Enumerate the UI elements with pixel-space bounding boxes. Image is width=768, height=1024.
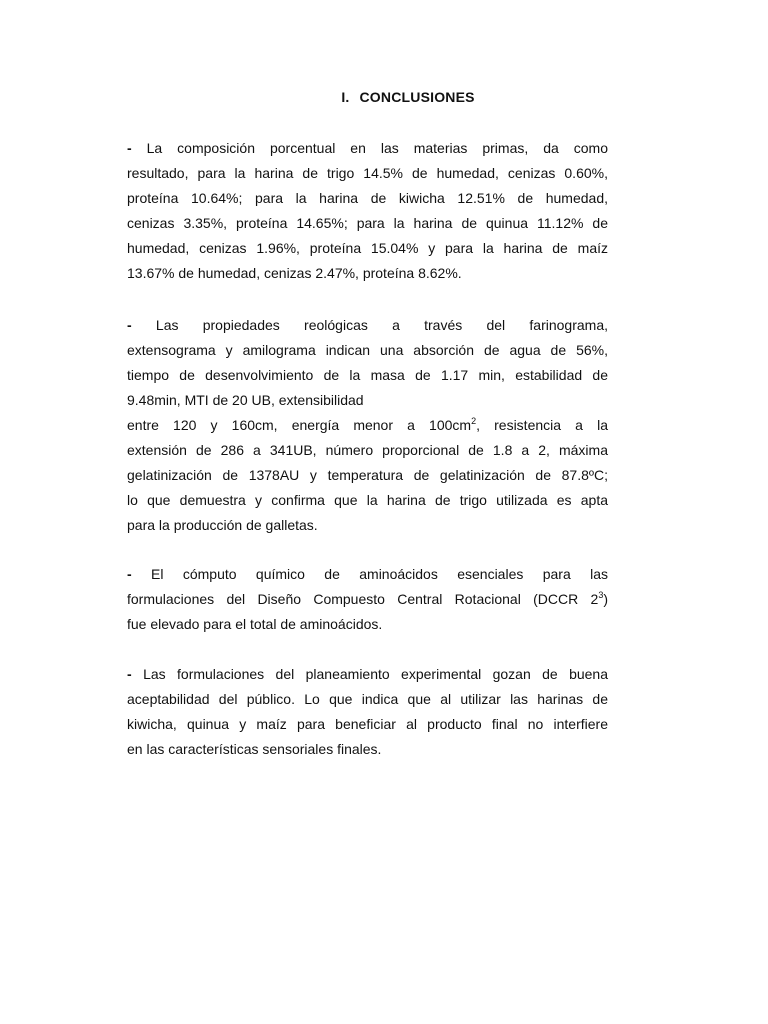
section-heading [0,89,768,105]
section-title: CONCLUSIONES [359,89,475,105]
bullet-dash: - [127,140,132,156]
paragraph-line: tiempo de desenvolvimiento de la masa de 1.17 min, estabilidad de [127,367,608,383]
paragraph-line: fue elevado para el total de aminoácidos. [127,616,383,632]
bullet-dash: - [127,317,132,333]
paragraph-line: resultado, para la harina de trigo 14.5% de humedad, cenizas 0.60%, [127,165,608,181]
paragraph-line: humedad, cenizas 1.96%, proteína 15.04% y para la harina de maíz [127,240,608,256]
paragraph-line: para la producción de galletas. [127,517,318,533]
paragraph-composition [127,136,608,286]
paragraph-line: 13.67% de humedad, cenizas 2.47%, proteína 8.62%. [127,265,462,281]
paragraph-line: lo que demuestra y confirma que la harina de trigo utilizada es apta [127,492,608,508]
paragraph-line: - La composición porcentual en las materias primas, da como [127,140,608,156]
paragraph-line: entre 120 y 160cm, energía menor a $100cm^2$, resistencia a la [127,416,608,433]
paragraph-line: - Las propiedades reológicas a través del farinograma, [127,317,608,333]
paragraph-rheology [127,313,608,538]
paragraph-line: proteína 10.64%; para la harina de kiwicha 12.51% de humedad, [127,190,608,206]
paragraph-amino-acids [127,562,608,637]
paragraph-line: aceptabilidad del público. Lo que indica que al utilizar las harinas de [127,691,608,707]
paragraph-line: - Las formulaciones del planeamiento experimental gozan de buena [127,666,609,682]
section-number: I. [341,89,350,105]
paragraph-line: extensión de 286 a 341UB, número proporcional de 1.8 a 2, máxima [127,442,608,458]
bullet-dash: - [127,666,132,682]
bullet-dash: - [127,566,132,582]
paragraph-line: gelatinización de 1378AU y temperatura de gelatinización de 87.8ºC; [127,467,608,483]
paragraph-line: kiwicha, quinua y maíz para beneficiar al producto final no interfiere [127,716,608,732]
paragraph-line: - El cómputo químico de aminoácidos esenciales para las [127,566,609,582]
paragraph-acceptability [127,662,608,762]
paragraph-line: 9.48min, MTI de 20 UB, extensibilidad [127,392,364,408]
paragraph-line: cenizas 3.35%, proteína 14.65%; para la harina de quinua 11.12% de [127,215,608,231]
paragraph-line: extensograma y amilograma indican una absorción de agua de 56%, [127,342,608,358]
paragraph-line: en las características sensoriales finales. [127,741,382,757]
paragraph-line: formulaciones del Diseño Compuesto Central Rotacional (DCCR $2^3$) [127,590,608,607]
